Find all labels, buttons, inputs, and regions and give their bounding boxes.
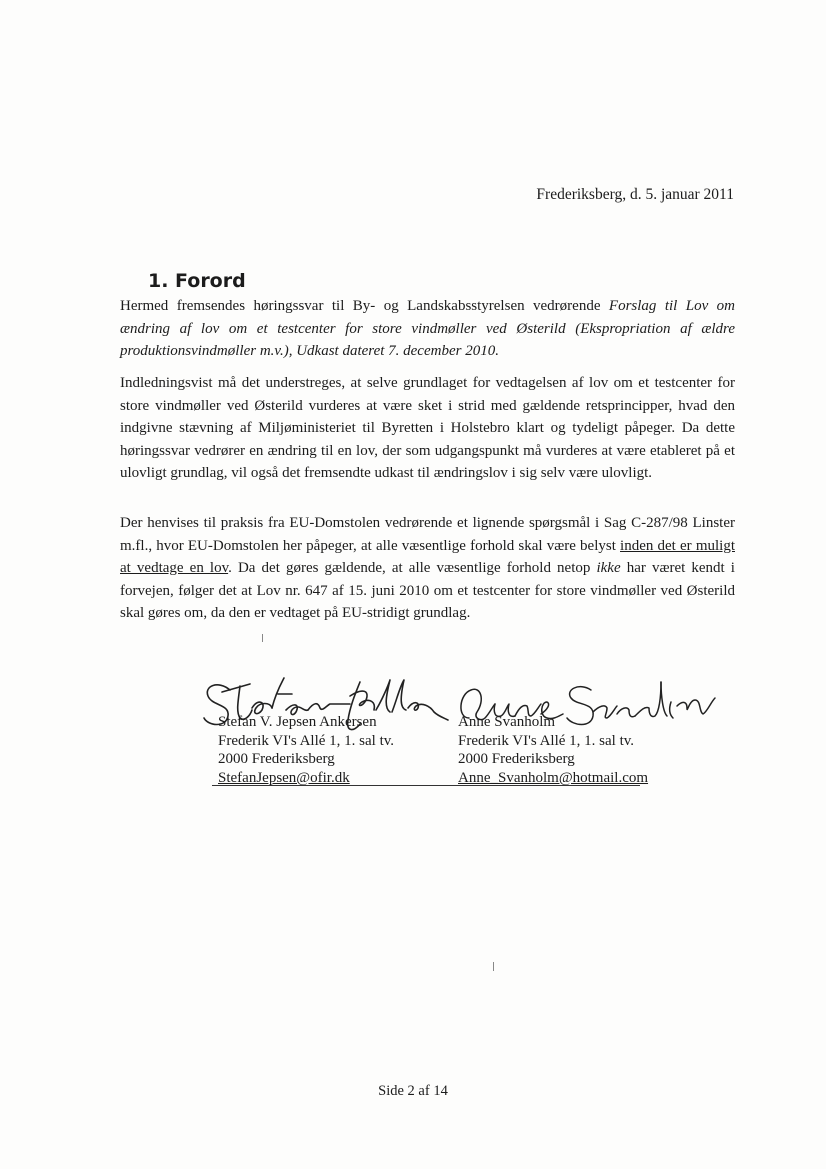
signatory-name: Anne Svanholm	[458, 714, 556, 730]
proposal-title: Forslag til Lov om ændring af lov om et testcenter for store vindmøller ved Østerild (Ekspropriation af ældre produktionsvindmøller m.v.), Udkast dateret 7. december 2010.	[120, 298, 736, 359]
signature-divider	[212, 785, 640, 786]
eu-reference-text: Der henvises til praksis fra EU-Domstolen vedrørende et lignende spørgsmål i Sag C-287/98 Linster m.fl., hvor EU-Domstolen her påpeger, at alle væsentlige forhold skal være belyst	[120, 515, 735, 554]
signatory-email[interactable]: StefanJepsen@ofir.dk	[218, 769, 350, 786]
eu-reference-underlined: inden det er muligt at vedtage en lov	[120, 537, 735, 576]
signatory-block-right	[458, 713, 648, 787]
scan-speck	[262, 634, 263, 642]
section-heading: 1. Forord	[148, 270, 246, 292]
eu-reference-end: har været kendt i forvejen, følger det at Lov nr. 647 af 15. juni 2010 om et testcenter for store vindmøller ved Østerild skal gøres om, da den er vedtaget på EU-stridigt grundlag.	[120, 560, 735, 621]
paragraph-eu-reference	[120, 512, 735, 625]
signatory-city: 2000 Frederiksberg	[458, 751, 575, 767]
signatory-name: Stefan V. Jepsen Ankersen	[218, 714, 377, 730]
eu-reference-mid: . Da det gøres gældende, at alle væsentlige forhold netop	[228, 560, 597, 576]
signatory-email[interactable]: Anne_Svanholm@hotmail.com	[458, 769, 649, 786]
scan-speck	[493, 962, 494, 971]
paragraph-grounds: Indledningsvist må det understreges, at selve grundlaget for vedtagelsen af lov om et testcenter for store vindmøller ved Østerild vurderes at være sket i strid med gældende retsprincipper, hvad den indgivne stævning af Miljøministeriet til Byretten i Holstebro klart og tydeligt påpeger. Da dette høringssvar vedrører en ændring til en lov, der som udgangspunkt må vurderes at være etableret på et ulovligt grundlag, vil også det fremsendte udkast til ændringslov i sig selv være ulovligt.	[120, 375, 735, 481]
signatory-address: Frederik VI's Allé 1, 1. sal tv.	[218, 732, 395, 749]
page-number: Side 2 af 14	[378, 1083, 448, 1099]
signatory-address: Frederik VI's Allé 1, 1. sal tv.	[458, 732, 635, 749]
signatory-city: 2000 Frederiksberg	[218, 751, 335, 767]
eu-reference-emphasis: ikke	[596, 560, 621, 576]
paragraph-intro-text: Hermed fremsendes høringssvar til By- og Landskabsstyrelsen vedrørende	[120, 298, 609, 314]
letter-date: Frederiksberg, d. 5. januar 2011	[536, 186, 734, 203]
paragraph-intro	[120, 295, 735, 363]
signatory-block-left	[218, 713, 394, 787]
